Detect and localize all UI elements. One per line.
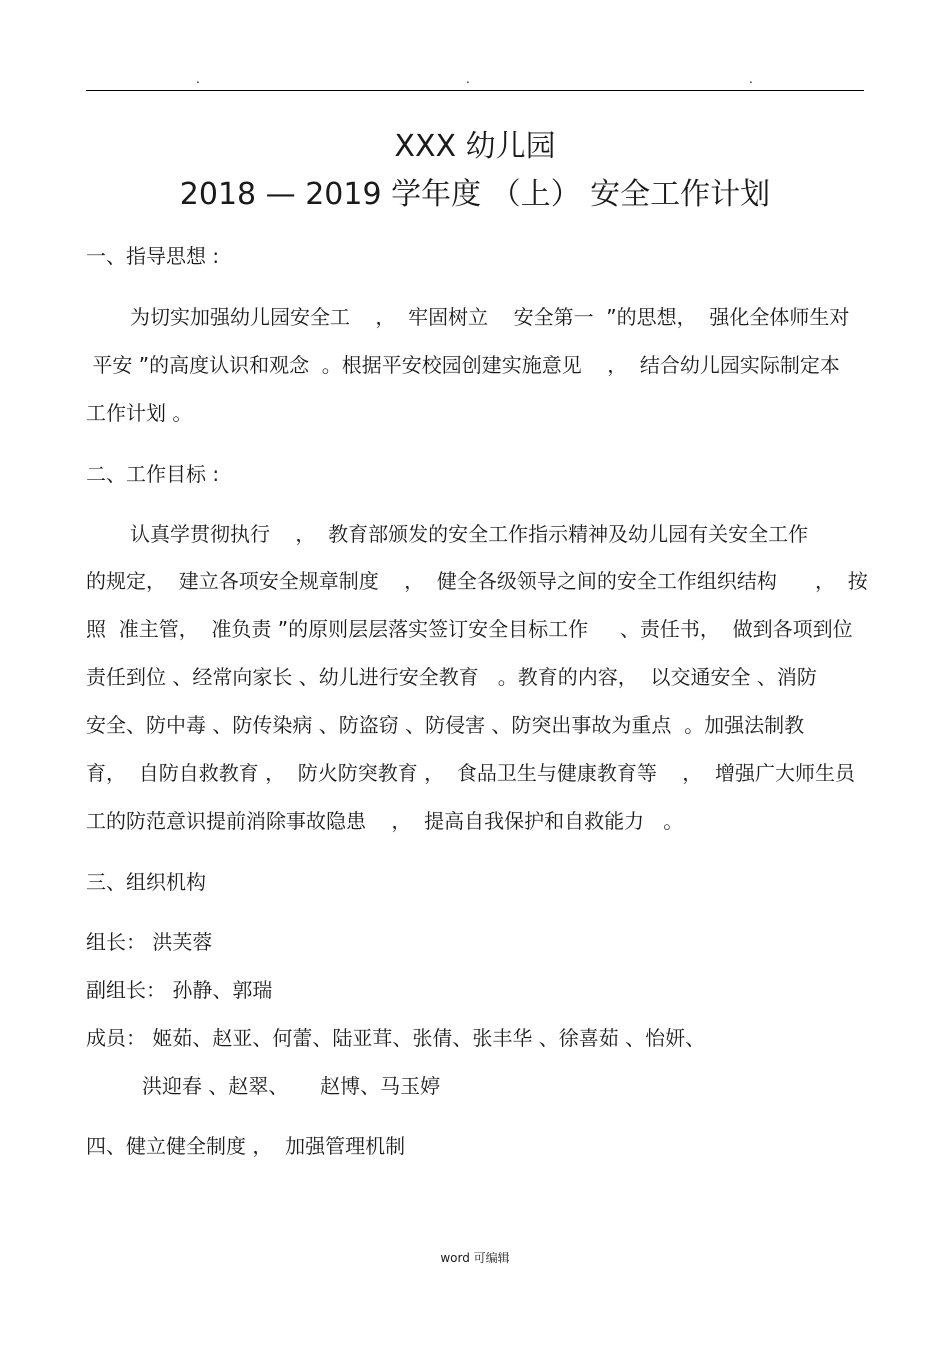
header-dot-center: . (466, 72, 470, 86)
section-heading-system: 四、健立健全制度 ， 加强管理机制 (86, 1134, 406, 1158)
paragraph-line: 安全、防中毒 、防传染病 、防盗窃 、防侵害 、防突出事故为重点 。加强法制教 (86, 713, 805, 737)
team-leader: 组长： 洪芙蓉 (86, 930, 213, 954)
team-deputy: 副组长： 孙静、郭瑞 (86, 978, 273, 1002)
paragraph-line: 责任到位 、经常向家长 、幼儿进行安全教育 。教育的内容， 以交通安全 、消防 (86, 665, 817, 689)
team-members-line2: 洪迎春 、赵翠、 赵博、马玉婷 (142, 1074, 441, 1098)
section-heading-work-goals: 二、工作目标 : (86, 462, 220, 486)
paragraph-line: 育， 自防自救教育 ， 防火防突教育 ， 食品卫生与健康教育等 ， 增强广大师生员 (86, 761, 856, 785)
paragraph-line: 工作计划 。 (86, 401, 193, 425)
paragraph-line: 认真学贯彻执行 ， 教育部颁发的安全工作指示精神及幼儿园有关安全工作 (130, 522, 809, 546)
paragraph-line: 照 准主管， 准负责 ”的原则层层落实签订安全目标工作 、责任书， 做到各项到位 (86, 617, 853, 641)
header-dots (0, 72, 950, 86)
header-dot-left: . (196, 72, 200, 86)
team-members-line1: 成员： 姬茹、赵亚、何蕾、陆亚茸、张倩、张丰华 、徐喜茹 、怡妍、 (86, 1026, 706, 1050)
header-rule (86, 90, 864, 91)
section-heading-organization: 三、组织机构 (86, 870, 206, 894)
document-title-line1: XXX 幼儿园 (394, 129, 556, 164)
header-dot-right: . (749, 72, 753, 86)
document-title-line2: 2018 — 2019 学年度 （上） 安全工作计划 (179, 177, 771, 212)
paragraph-line: 工的防范意识提前消除事故隐患 ， 提高自我保护和自救能力 。 (86, 809, 684, 833)
paragraph-line: 为切实加强幼儿园安全工 ， 牢固树立 安全第一 ”的思想， 强化全体师生对 (130, 305, 850, 329)
footer-label: word 可编辑 (440, 1251, 510, 1265)
paragraph-line: 平安 ”的高度认识和观念 。根据平安校园创建实施意见 ， 结合幼儿园实际制定本 (86, 353, 840, 377)
section-heading-guiding-ideology: 一、指导思想 : (86, 244, 220, 268)
paragraph-line: 的规定， 建立各项安全规章制度 ， 健全各级领导之间的安全工作组织结构 ， 按 (86, 569, 868, 593)
